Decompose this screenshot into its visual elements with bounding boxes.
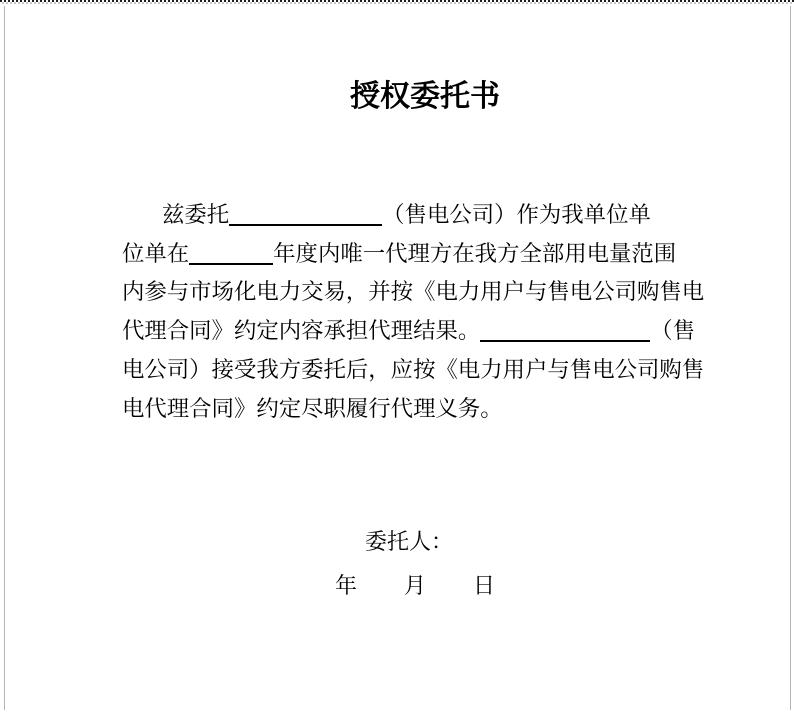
text-boundary-dotted-line xyxy=(0,0,794,4)
body-line xyxy=(122,235,688,274)
body-line xyxy=(122,312,696,351)
blank-field[interactable] xyxy=(480,340,650,342)
date-line xyxy=(335,573,495,599)
body-text: 年度内唯一代理方在我方全部用电量范围 xyxy=(273,240,677,266)
body-line xyxy=(122,273,705,312)
body-line xyxy=(122,351,705,390)
document-title: 授权委托书 xyxy=(350,80,500,113)
body-text: （售 xyxy=(650,318,696,344)
body-text: 电代理合同》约定尽职履行代理义务。 xyxy=(122,395,503,421)
blank-field[interactable] xyxy=(189,263,273,265)
date-day-label: 日 xyxy=(473,573,496,598)
date-year-label: 年 xyxy=(335,573,358,598)
principal-label: 委托人： xyxy=(365,529,454,554)
document-body xyxy=(122,196,705,428)
body-text: 兹委托 xyxy=(162,202,230,227)
body-line xyxy=(122,196,688,235)
body-text: 电公司）接受我方委托后，应按《电力用户与售电公司购售 xyxy=(122,356,705,382)
date-month-label: 月 xyxy=(404,573,427,598)
body-text: （售电公司）作为我单位单 xyxy=(382,202,651,227)
body-text: 代理合同》约定内容承担代理结果。 xyxy=(122,318,481,344)
blank-field[interactable] xyxy=(229,224,382,226)
body-text: 内参与市场化电力交易，并按《电力用户与售电公司购售电 xyxy=(122,279,705,305)
body-line xyxy=(122,390,688,429)
body-text: 位单在 xyxy=(122,240,190,266)
page-left-edge-line xyxy=(4,6,5,710)
